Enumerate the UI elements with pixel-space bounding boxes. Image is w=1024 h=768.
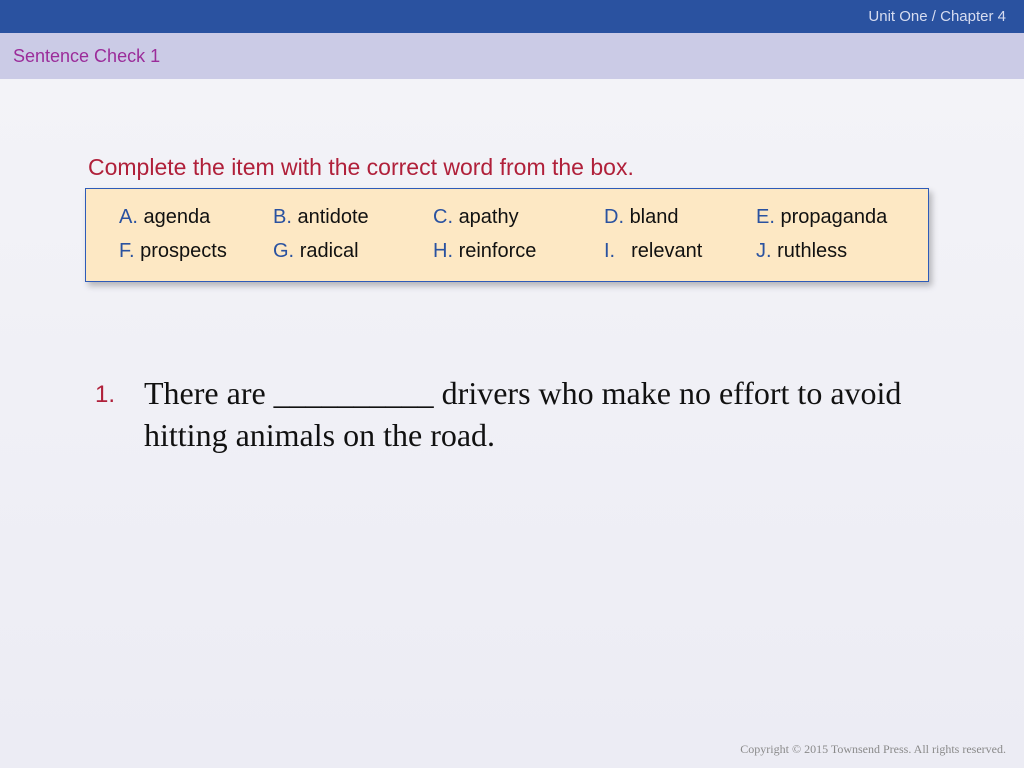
choice-c	[433, 206, 519, 229]
question-text: There are __________ drivers who make no effort to avoid hitting animals on the road.	[144, 375, 902, 453]
instruction-text: Complete the item with the correct word from the box.	[88, 154, 634, 180]
header-bar	[0, 0, 1024, 33]
choice-word: relevant	[631, 240, 703, 262]
choice-letter: J.	[756, 240, 772, 262]
copyright-notice: Copyright © 2015 Townsend Press. All rights reserved.	[740, 742, 1006, 756]
choice-b	[273, 206, 369, 229]
choice-letter: D.	[604, 206, 624, 228]
unit-chapter-label: Unit One / Chapter 4	[868, 8, 1006, 25]
choice-word: propaganda	[780, 206, 888, 228]
choice-word: apathy	[458, 206, 519, 228]
choice-letter: F.	[119, 240, 135, 262]
choice-word: reinforce	[458, 240, 537, 262]
choice-word: prospects	[140, 240, 227, 262]
choice-g	[273, 240, 359, 263]
choice-word: agenda	[143, 206, 211, 228]
choice-letter: I.	[604, 240, 616, 262]
choice-word: radical	[299, 240, 359, 262]
choice-h	[433, 240, 536, 263]
choice-a	[119, 206, 210, 229]
section-bar	[0, 33, 1024, 79]
choice-letter: H.	[433, 240, 453, 262]
choice-letter: A.	[119, 206, 138, 228]
question-number: 1.	[95, 381, 116, 408]
section-title: Sentence Check 1	[13, 46, 161, 66]
choice-f	[119, 240, 227, 263]
choice-d	[604, 206, 679, 229]
choice-letter: G.	[273, 240, 295, 262]
choice-word: bland	[629, 206, 679, 228]
choice-word: ruthless	[777, 240, 848, 262]
choice-i	[604, 240, 702, 263]
word-box	[85, 188, 929, 282]
choice-letter: C.	[433, 206, 453, 228]
choice-word: antidote	[297, 206, 369, 228]
choice-e	[756, 206, 887, 229]
choice-letter: E.	[756, 206, 775, 228]
choice-j	[756, 240, 847, 263]
choice-letter: B.	[273, 206, 292, 228]
